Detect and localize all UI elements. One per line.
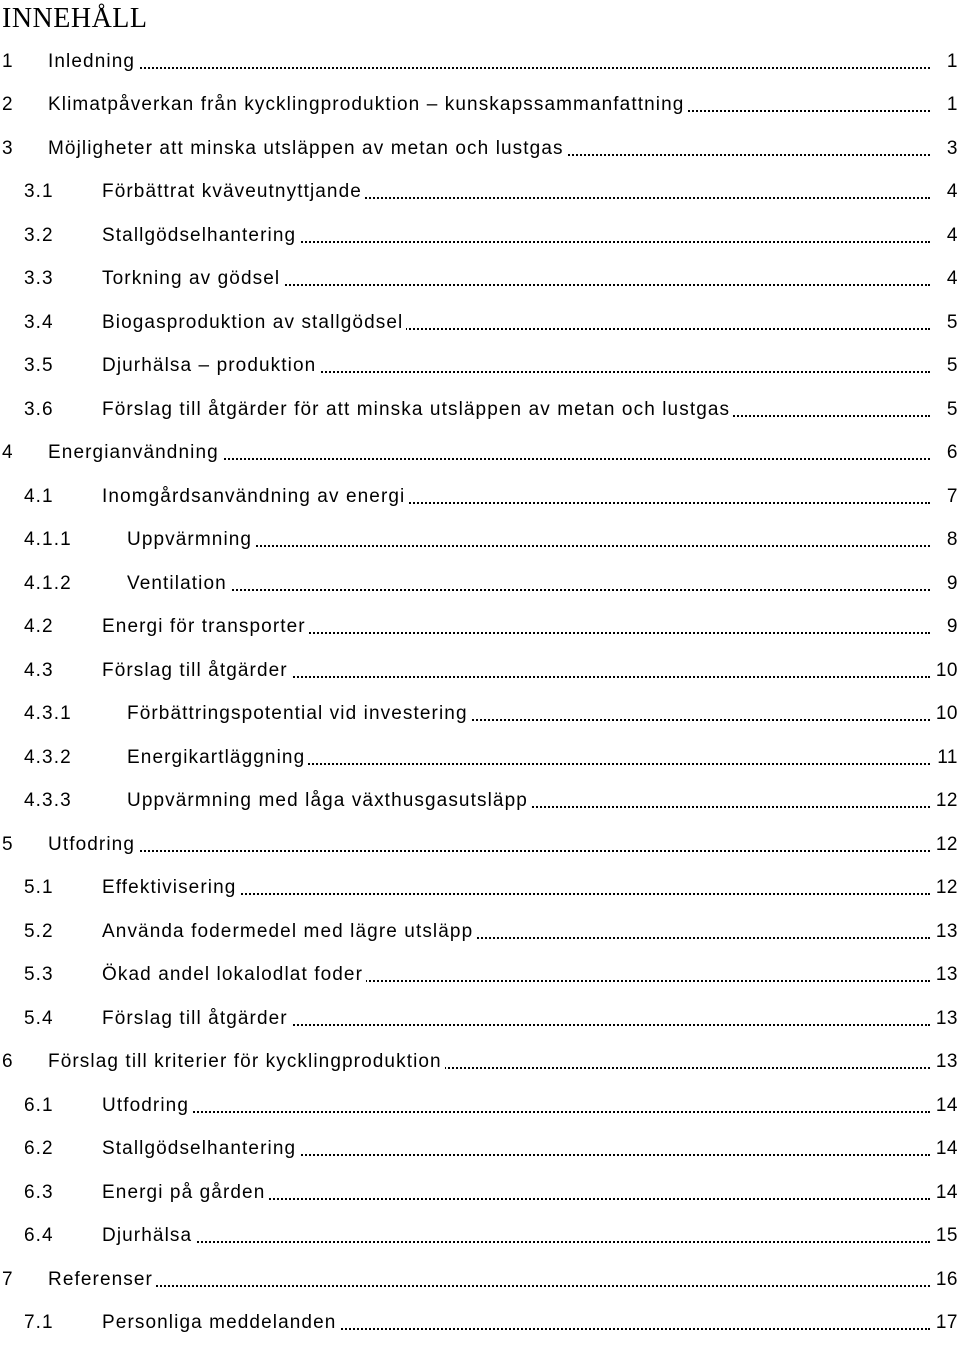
toc-entry-page-number: 14 xyxy=(933,1138,958,1160)
toc-entry-title: Energikartläggning xyxy=(127,747,308,769)
toc-entry-page-number: 13 xyxy=(933,1051,958,1073)
toc-entry-number: 3.5 xyxy=(24,355,54,377)
toc-entry-title: Utfodring xyxy=(102,1095,192,1117)
toc-entry-title: Möjligheter att minska utsläppen av metan och lustgas xyxy=(48,138,567,160)
toc-entry-title: Använda fodermedel med lägre utsläpp xyxy=(102,921,476,943)
toc-entry[interactable] xyxy=(0,40,960,84)
toc-entry-number: 4.3 xyxy=(24,660,54,682)
toc-entry[interactable] xyxy=(0,823,960,867)
toc-entry-page-number: 10 xyxy=(933,703,958,725)
toc-entry-number: 4.1.2 xyxy=(24,573,72,595)
toc-entry-page-number: 9 xyxy=(944,573,958,595)
toc-entry-page-number: 4 xyxy=(944,225,958,247)
dot-leader xyxy=(48,67,930,69)
toc-entry-title: Inledning xyxy=(48,51,138,73)
toc-entry[interactable] xyxy=(0,171,960,215)
dot-leader xyxy=(127,589,930,591)
toc-entry-number: 6 xyxy=(2,1051,14,1073)
toc-entry-title: Torkning av gödsel xyxy=(102,268,283,290)
toc-entry-title: Förslag till åtgärder för att minska utsläppen av metan och lustgas xyxy=(102,399,733,421)
toc-entry-page-number: 9 xyxy=(944,616,958,638)
toc-entry-number: 1 xyxy=(2,51,14,73)
toc-entry[interactable] xyxy=(0,649,960,693)
toc-entry-page-number: 12 xyxy=(933,790,958,812)
toc-entry-number: 6.3 xyxy=(24,1182,54,1204)
toc-entry-number: 5.3 xyxy=(24,964,54,986)
toc-entry-title: Effektivisering xyxy=(102,877,239,899)
toc-entry-number: 3 xyxy=(2,138,14,160)
toc-entry-number: 5.2 xyxy=(24,921,54,943)
toc-entry-number: 4.1 xyxy=(24,486,54,508)
dot-leader xyxy=(102,1111,930,1113)
toc-entry-title: Inomgårdsanvändning av energi xyxy=(102,486,408,508)
toc-entry-page-number: 14 xyxy=(933,1182,958,1204)
dot-leader xyxy=(48,850,930,852)
toc-entry-page-number: 4 xyxy=(944,268,958,290)
toc-entry[interactable] xyxy=(0,1041,960,1085)
toc-entry-title: Utfodring xyxy=(48,834,138,856)
toc-entry-number: 4.3.1 xyxy=(24,703,72,725)
dot-leader xyxy=(48,1285,930,1287)
toc-entry-title: Klimatpåverkan från kycklingproduktion – kunskapssammanfattning xyxy=(48,94,687,116)
toc-entry-number: 6.2 xyxy=(24,1138,54,1160)
toc-entry[interactable] xyxy=(0,1171,960,1215)
toc-entry-page-number: 3 xyxy=(944,138,958,160)
toc-entry[interactable] xyxy=(0,1302,960,1345)
toc-entry[interactable] xyxy=(0,780,960,824)
toc-entry-title: Ventilation xyxy=(127,573,230,595)
toc-entry[interactable] xyxy=(0,1084,960,1128)
toc-entry[interactable] xyxy=(0,1215,960,1259)
toc-entry-title: Djurhälsa xyxy=(102,1225,195,1247)
toc-entry-page-number: 13 xyxy=(933,921,958,943)
toc-entry-title: Ökad andel lokalodlat foder xyxy=(102,964,366,986)
toc-entry-page-number: 4 xyxy=(944,181,958,203)
toc-entry[interactable] xyxy=(0,954,960,998)
toc-entry-page-number: 13 xyxy=(933,964,958,986)
toc-entry-number: 5.4 xyxy=(24,1008,54,1030)
toc-entry-number: 6.1 xyxy=(24,1095,54,1117)
toc-entry-number: 7.1 xyxy=(24,1312,54,1334)
toc-entry-title: Förslag till åtgärder xyxy=(102,660,291,682)
toc-entry[interactable] xyxy=(0,345,960,389)
toc-entry[interactable] xyxy=(0,127,960,171)
toc-entry-title: Stallgödselhantering xyxy=(102,225,299,247)
toc-entry[interactable] xyxy=(0,84,960,128)
toc-entry-title: Förbättringspotential vid investering xyxy=(127,703,471,725)
toc-entry-title: Förslag till åtgärder xyxy=(102,1008,291,1030)
toc-entry-number: 3.2 xyxy=(24,225,54,247)
toc-entry-page-number: 17 xyxy=(933,1312,958,1334)
toc-entry[interactable] xyxy=(0,214,960,258)
toc-entry-page-number: 11 xyxy=(934,747,958,769)
toc-entry-number: 4.3.2 xyxy=(24,747,72,769)
toc-entry-page-number: 1 xyxy=(944,51,958,73)
toc-entry-number: 3.3 xyxy=(24,268,54,290)
toc-entry[interactable] xyxy=(0,388,960,432)
toc-entry-page-number: 14 xyxy=(933,1095,958,1117)
toc-entry[interactable] xyxy=(0,997,960,1041)
toc-entry-page-number: 13 xyxy=(933,1008,958,1030)
toc-entry[interactable] xyxy=(0,736,960,780)
toc-entry-title: Stallgödselhantering xyxy=(102,1138,299,1160)
toc-entry-title: Förslag till kriterier för kycklingproduktion xyxy=(48,1051,445,1073)
toc-entry-number: 4.3.3 xyxy=(24,790,72,812)
toc-entry-number: 6.4 xyxy=(24,1225,54,1247)
toc-entry-page-number: 5 xyxy=(944,399,958,421)
toc-entry[interactable] xyxy=(0,910,960,954)
toc-entry-page-number: 8 xyxy=(944,529,958,551)
toc-entry-number: 7 xyxy=(2,1269,14,1291)
toc-entry[interactable] xyxy=(0,867,960,911)
toc-entry-title: Personliga meddelanden xyxy=(102,1312,339,1334)
toc-entry-number: 5 xyxy=(2,834,14,856)
toc-entry-number: 3.4 xyxy=(24,312,54,334)
toc-entry-number: 4.1.1 xyxy=(24,529,72,551)
toc-entry[interactable] xyxy=(0,606,960,650)
toc-entry[interactable] xyxy=(0,562,960,606)
toc-entry-page-number: 1 xyxy=(944,94,958,116)
toc-entry-title: Referenser xyxy=(48,1269,156,1291)
toc-entry-page-number: 16 xyxy=(933,1269,958,1291)
toc-entry[interactable] xyxy=(0,301,960,345)
dot-leader xyxy=(102,1241,930,1243)
toc-entry[interactable] xyxy=(0,519,960,563)
toc-entry-number: 3.6 xyxy=(24,399,54,421)
toc-entry-title: Biogasproduktion av stallgödsel xyxy=(102,312,406,334)
toc-entry-page-number: 5 xyxy=(944,312,958,334)
toc-entry[interactable] xyxy=(0,1258,960,1302)
toc-entry-page-number: 10 xyxy=(933,660,958,682)
toc-entry-page-number: 12 xyxy=(933,877,958,899)
toc-entry-title: Uppvärmning med låga växthusgasutsläpp xyxy=(127,790,531,812)
table-of-contents xyxy=(0,40,960,1345)
toc-entry-title: Uppvärmning xyxy=(127,529,255,551)
toc-entry[interactable] xyxy=(0,1128,960,1172)
toc-entry-number: 4.2 xyxy=(24,616,54,638)
toc-entry-page-number: 15 xyxy=(933,1225,958,1247)
toc-entry-page-number: 5 xyxy=(944,355,958,377)
toc-entry-title: Energi för transporter xyxy=(102,616,309,638)
toc-entry-number: 2 xyxy=(2,94,14,116)
toc-entry[interactable] xyxy=(0,258,960,302)
toc-entry-title: Energianvändning xyxy=(48,442,222,464)
toc-entry-page-number: 12 xyxy=(933,834,958,856)
toc-entry-number: 3.1 xyxy=(24,181,54,203)
toc-entry-number: 5.1 xyxy=(24,877,54,899)
toc-entry-number: 4 xyxy=(2,442,14,464)
toc-entry-page-number: 6 xyxy=(944,442,958,464)
toc-entry-title: Förbättrat kväveutnyttjande xyxy=(102,181,365,203)
toc-entry[interactable] xyxy=(0,475,960,519)
toc-heading: INNEHÅLL xyxy=(2,2,148,36)
toc-entry[interactable] xyxy=(0,432,960,476)
toc-entry-page-number: 7 xyxy=(944,486,958,508)
toc-entry-title: Djurhälsa – produktion xyxy=(102,355,319,377)
toc-entry[interactable] xyxy=(0,693,960,737)
toc-entry-title: Energi på gården xyxy=(102,1182,268,1204)
